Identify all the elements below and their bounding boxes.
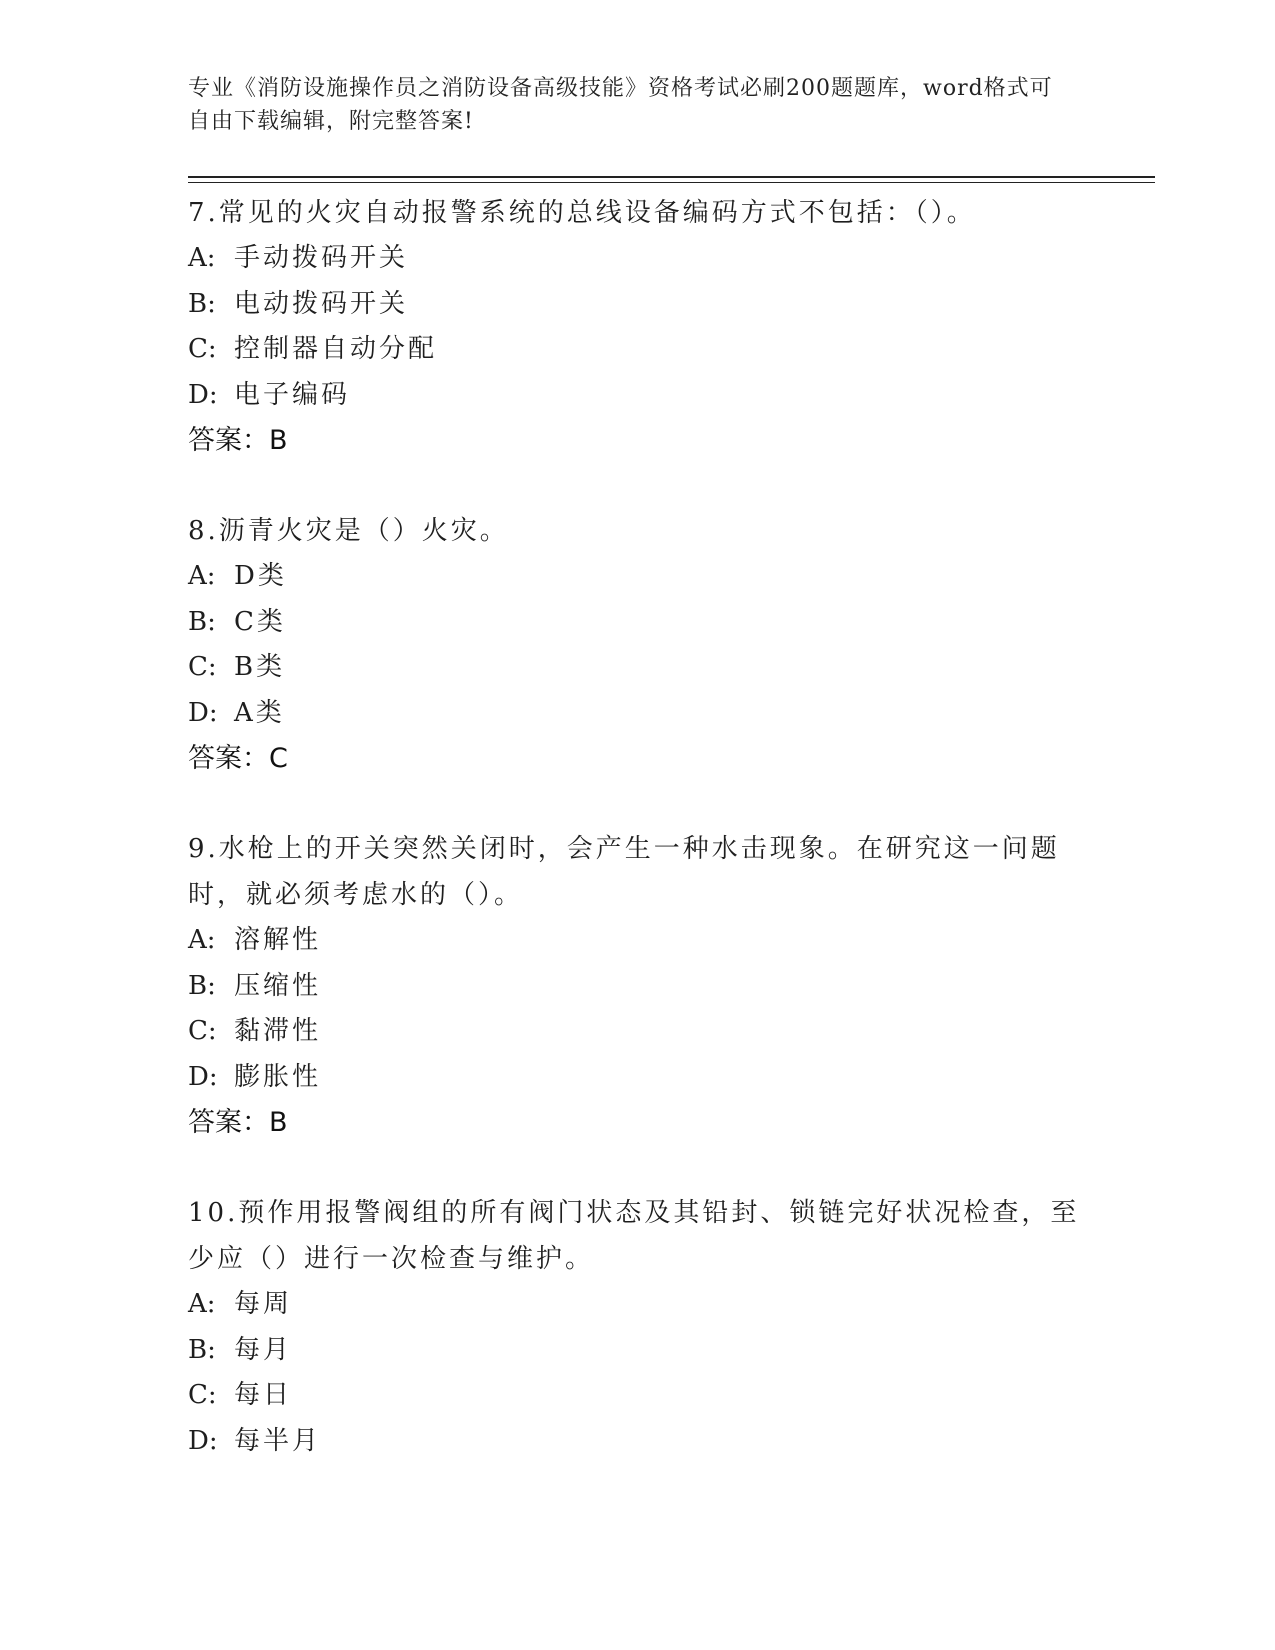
option-b bbox=[188, 1328, 1088, 1374]
option-b bbox=[188, 282, 1088, 328]
option-letter: A: bbox=[188, 1289, 216, 1319]
option-letter: D: bbox=[188, 1061, 218, 1092]
answer-line: 答案：B bbox=[188, 1107, 288, 1138]
question-10 bbox=[188, 1190, 1088, 1464]
answer-line: 答案：C bbox=[188, 743, 288, 774]
option-a bbox=[188, 236, 1088, 282]
option-a bbox=[188, 554, 1088, 600]
question-list bbox=[188, 190, 1088, 1508]
question-8 bbox=[188, 508, 1088, 782]
question-9 bbox=[188, 826, 1088, 1146]
option-letter: B: bbox=[188, 606, 216, 637]
header-divider bbox=[188, 176, 1155, 178]
option-letter: C: bbox=[188, 1016, 217, 1046]
option-d bbox=[188, 373, 1088, 419]
option-letter: C: bbox=[188, 334, 217, 364]
option-text: 压缩性 bbox=[234, 970, 322, 1001]
option-text: C类 bbox=[234, 606, 286, 637]
option-text: D类 bbox=[234, 561, 287, 591]
option-letter: C: bbox=[188, 652, 217, 682]
option-text: 控制器自动分配 bbox=[234, 334, 438, 364]
option-c bbox=[188, 327, 1088, 373]
option-letter: B: bbox=[188, 288, 216, 319]
option-c bbox=[188, 645, 1088, 691]
option-text: 每半月 bbox=[234, 1425, 322, 1456]
option-c bbox=[188, 1009, 1088, 1055]
option-d bbox=[188, 1419, 1088, 1465]
option-letter: D: bbox=[188, 1425, 218, 1456]
option-text: 溶解性 bbox=[234, 925, 322, 955]
option-letter: B: bbox=[188, 970, 216, 1001]
option-letter: B: bbox=[188, 1334, 216, 1365]
option-letter: A: bbox=[188, 243, 216, 273]
option-letter: A: bbox=[188, 561, 216, 591]
option-b bbox=[188, 600, 1088, 646]
option-a bbox=[188, 918, 1088, 964]
option-text: B类 bbox=[234, 652, 286, 682]
option-text: 电动拨码开关 bbox=[234, 288, 409, 319]
option-letter: A: bbox=[188, 925, 216, 955]
option-text: 每月 bbox=[234, 1334, 293, 1365]
question-stem: 7.常见的火灾自动报警系统的总线设备编码方式不包括：（）。 bbox=[188, 198, 976, 228]
question-stem: 10.预作用报警阀组的所有阀门状态及其铅封、锁链完好状况检查，至少应（）进行一次检查与维护。 bbox=[188, 1198, 1080, 1274]
option-c bbox=[188, 1373, 1088, 1419]
question-7 bbox=[188, 190, 1088, 464]
option-a bbox=[188, 1282, 1088, 1328]
document-header: 专业《消防设施操作员之消防设备高级技能》资格考试必刷200题题库，word格式可自由下载编辑，附完整答案! bbox=[188, 76, 1053, 134]
option-b bbox=[188, 964, 1088, 1010]
answer-line: 答案：B bbox=[188, 425, 288, 456]
question-stem: 8.沥青火灾是（）火灾。 bbox=[188, 516, 509, 546]
option-text: 每周 bbox=[234, 1289, 293, 1319]
option-letter: D: bbox=[188, 697, 218, 728]
option-letter: C: bbox=[188, 1380, 217, 1410]
option-text: 黏滞性 bbox=[234, 1016, 322, 1046]
option-text: 手动拨码开关 bbox=[234, 243, 409, 273]
option-letter: D: bbox=[188, 379, 218, 410]
option-text: 膨胀性 bbox=[234, 1061, 322, 1092]
option-d bbox=[188, 1055, 1088, 1101]
option-text: 电子编码 bbox=[234, 379, 351, 410]
option-text: 每日 bbox=[234, 1380, 293, 1410]
header-divider-thin bbox=[188, 182, 1155, 183]
option-text: A类 bbox=[234, 697, 285, 728]
option-d bbox=[188, 691, 1088, 737]
question-stem: 9.水枪上的开关突然关闭时，会产生一种水击现象。在研究这一问题时，就必须考虑水的（）。 bbox=[188, 834, 1060, 910]
